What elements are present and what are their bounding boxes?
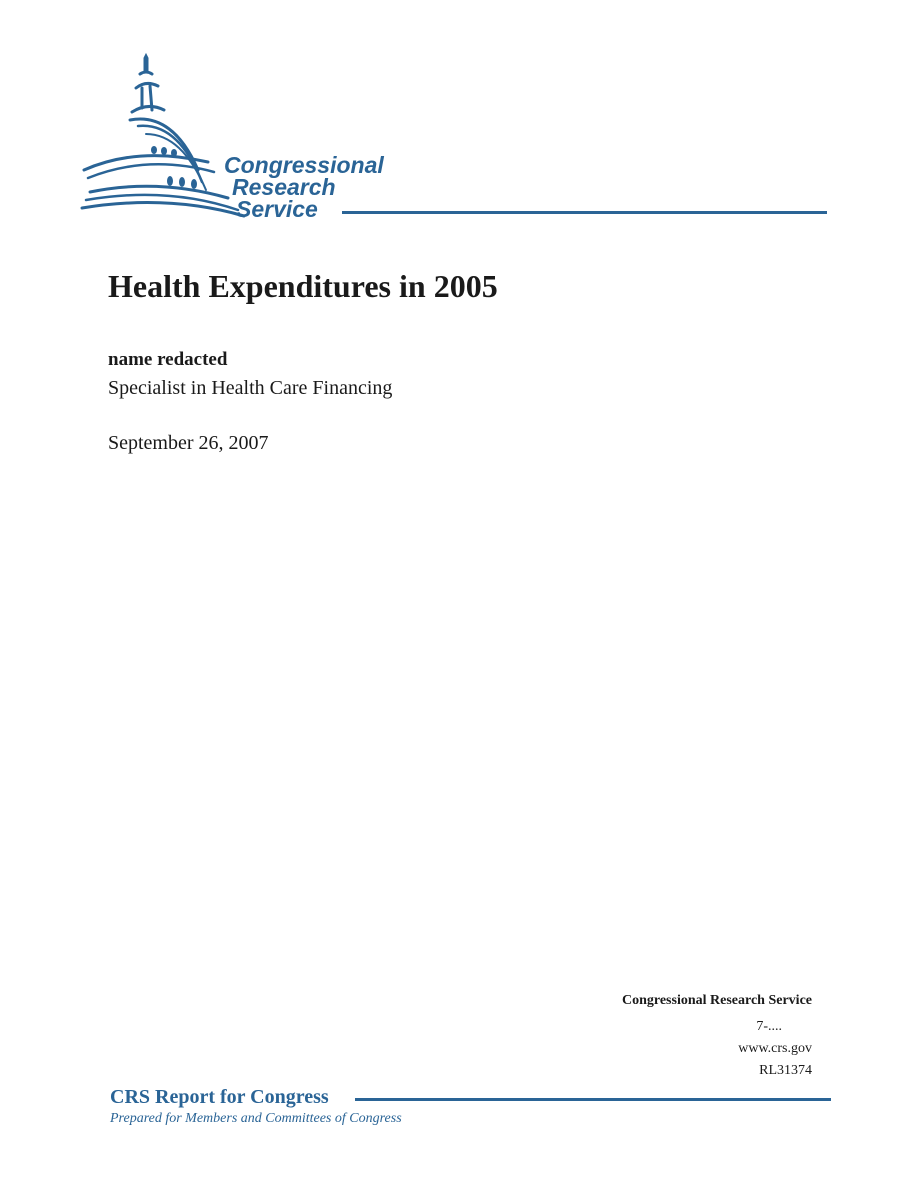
series-title: CRS Report for Congress bbox=[110, 1086, 329, 1108]
crs-logo bbox=[78, 50, 838, 230]
logo-line-congressional: Congressional bbox=[224, 152, 384, 178]
logo-line-research: Research bbox=[232, 174, 336, 200]
footer-info bbox=[622, 990, 812, 1082]
author-name: name redacted bbox=[108, 349, 228, 370]
footer-website: www.crs.gov bbox=[738, 1041, 812, 1056]
capitol-dome-icon bbox=[78, 50, 248, 225]
footer-report-number: RL31374 bbox=[759, 1063, 812, 1078]
report-title: Health Expenditures in 2005 bbox=[108, 268, 498, 304]
author-role: Specialist in Health Care Financing bbox=[108, 377, 393, 399]
series-divider bbox=[355, 1098, 831, 1101]
series-subtitle: Prepared for Members and Committees of Congress bbox=[110, 1111, 402, 1126]
footer-code: 7-.... bbox=[756, 1019, 782, 1034]
logo-line-service: Service bbox=[236, 196, 318, 222]
report-date: September 26, 2007 bbox=[108, 432, 269, 454]
footer-organization: Congressional Research Service bbox=[621, 993, 812, 1008]
logo-divider bbox=[342, 211, 827, 214]
